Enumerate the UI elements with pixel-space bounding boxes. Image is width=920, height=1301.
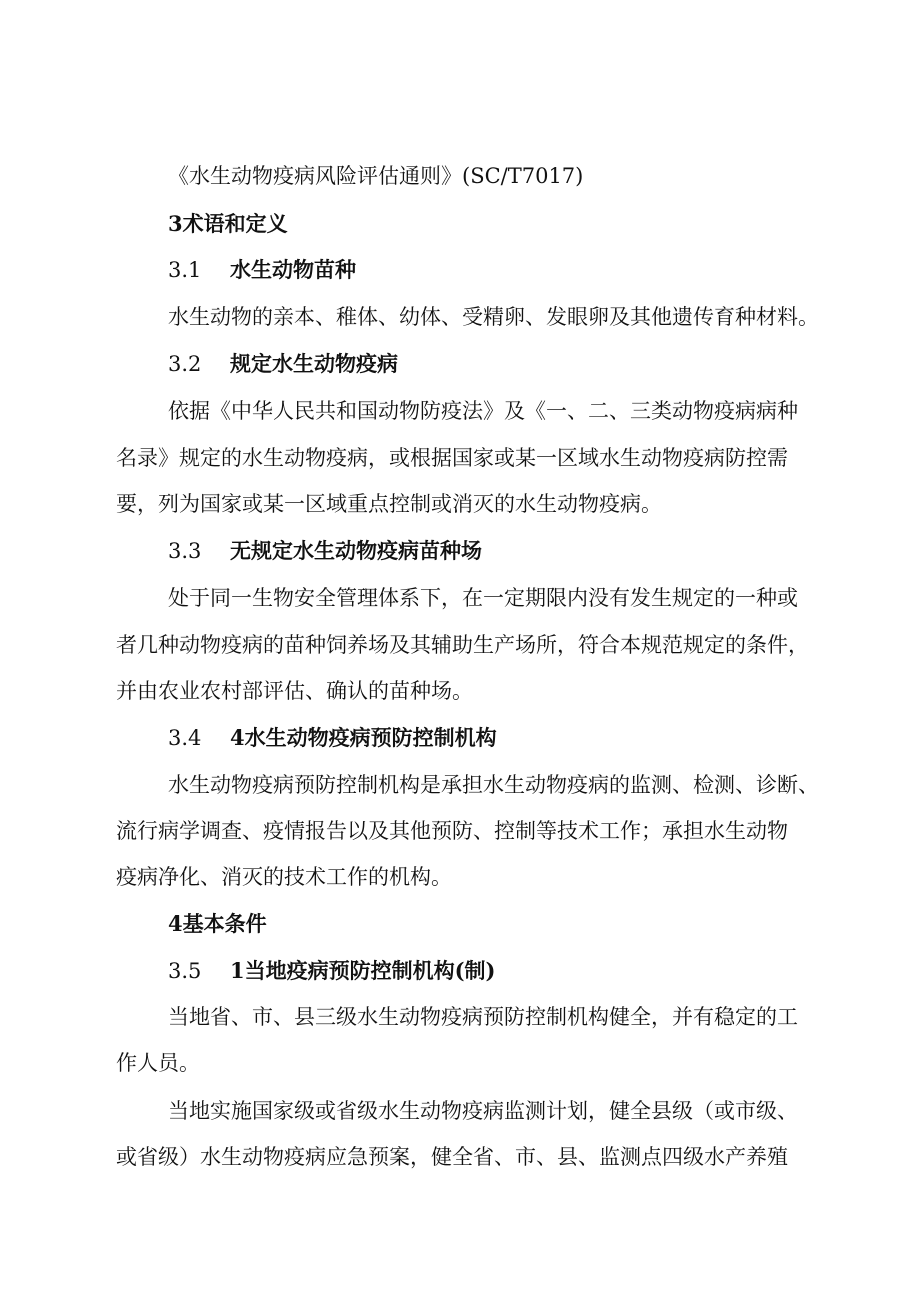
item-3-5-title: 1当地疫病预防控制机构(制) bbox=[230, 958, 496, 983]
term-3-4-body-line: 水生动物疫病预防控制机构是承担水生动物疫病的监测、检测、诊断、 bbox=[168, 773, 819, 797]
term-3-4-number: 3.4 bbox=[168, 726, 202, 750]
term-3-3-body-line: 并由农业农村部评估、确认的苗种场。 bbox=[116, 679, 473, 703]
item-3-5-body-line: 当地省、市、县三级水生动物疫病预防控制机构健全，并有稳定的工 bbox=[168, 1005, 798, 1029]
term-3-3-number: 3.3 bbox=[168, 539, 202, 563]
term-3-2-body-line: 依据《中华人民共和国动物防疫法》及《一、二、三类动物疫病病种 bbox=[168, 399, 798, 423]
term-3-3-title: 无规定水生动物疫病苗种场 bbox=[230, 538, 482, 563]
term-3-1-number: 3.1 bbox=[168, 258, 202, 282]
item-3-5-heading bbox=[168, 958, 495, 984]
term-3-4-title: 4水生动物疫病预防控制机构 bbox=[230, 725, 497, 750]
item-3-5-body-line: 或省级）水生动物疫病应急预案，健全省、市、县、监测点四级水产养殖 bbox=[116, 1145, 788, 1169]
term-3-1-body-line: 水生动物的亲本、稚体、幼体、受精卵、发眼卵及其他遗传育种材料。 bbox=[168, 305, 819, 329]
section-4-heading: 4基本条件 bbox=[168, 911, 267, 936]
term-3-3-body-line: 处于同一生物安全管理体系下，在一定期限内没有发生规定的一种或 bbox=[168, 586, 798, 610]
term-3-4-heading bbox=[168, 725, 497, 751]
term-3-4-body-line: 疫病净化、消灭的技术工作的机构。 bbox=[116, 865, 452, 889]
section-3-heading: 3术语和定义 bbox=[168, 211, 288, 236]
term-3-2-heading bbox=[168, 351, 398, 377]
term-3-1-heading bbox=[168, 257, 356, 283]
term-3-1-title: 水生动物苗种 bbox=[230, 257, 356, 282]
term-3-2-body-line: 名录》规定的水生动物疫病，或根据国家或某一区域水生动物疫病防控需 bbox=[116, 446, 788, 470]
item-3-5-body-line: 当地实施国家级或省级水生动物疫病监测计划，健全县级（或市级、 bbox=[168, 1099, 798, 1123]
term-3-2-title: 规定水生动物疫病 bbox=[230, 351, 398, 376]
reference-line: 《水生动物疫病风险评估通则》(SC/T7017) bbox=[168, 164, 584, 188]
term-3-3-body-line: 者几种动物疫病的苗种饲养场及其辅助生产场所，符合本规范规定的条件， bbox=[116, 633, 809, 657]
term-3-4-body-line: 流行病学调查、疫情报告以及其他预防、控制等技术工作；承担水生动物 bbox=[116, 819, 788, 843]
term-3-2-number: 3.2 bbox=[168, 352, 202, 376]
item-3-5-number: 3.5 bbox=[168, 959, 202, 983]
term-3-3-heading bbox=[168, 538, 482, 564]
term-3-2-body-line: 要，列为国家或某一区域重点控制或消灭的水生动物疫病。 bbox=[116, 492, 662, 516]
item-3-5-body-line: 作人员。 bbox=[116, 1051, 200, 1075]
